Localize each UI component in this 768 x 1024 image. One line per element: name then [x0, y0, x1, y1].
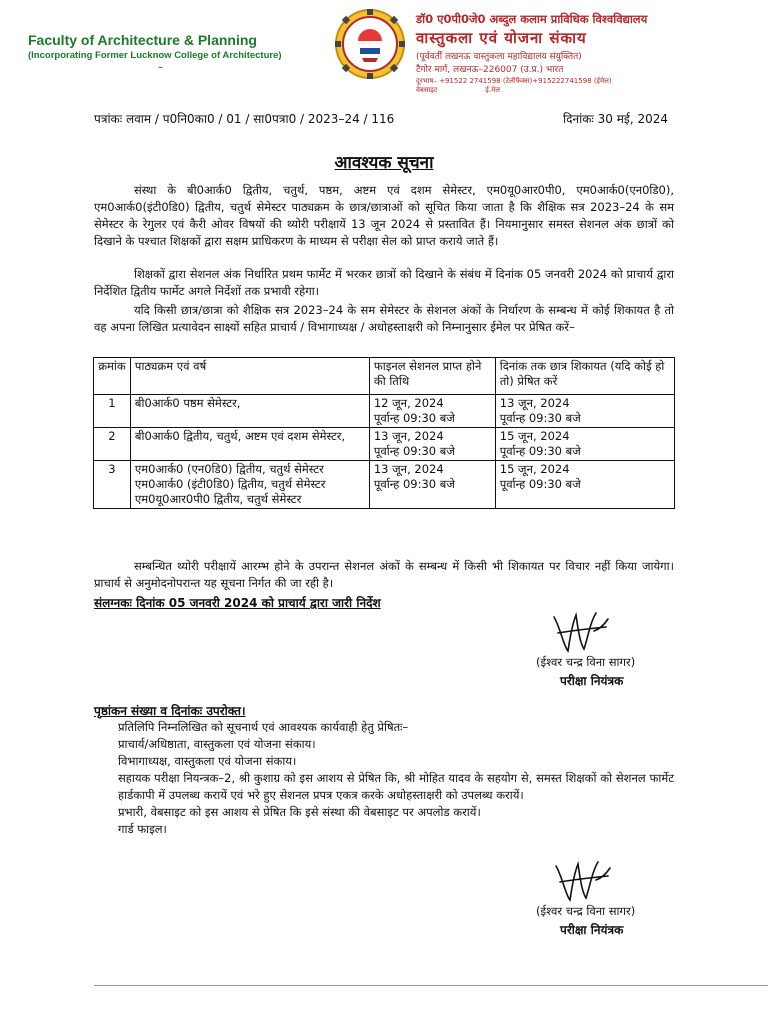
course-line: एम0आर्क0 (एन0डि0) द्वितीय, चतुर्थ सेमेस्टर — [134, 462, 324, 476]
row-complaint — [495, 395, 674, 428]
course-line: एम0आर्क0 (इंटी0डि0) द्वितीय, चतुर्थ सेमेस्टर — [134, 477, 326, 491]
notice-title: आवश्यक सूचना — [334, 153, 434, 173]
row-courses — [130, 428, 369, 461]
list-item: प्राचार्य/अधिष्ठाता, वास्तुकला एवं योजना संकाय। — [118, 737, 316, 751]
signature-icon — [552, 856, 612, 904]
final-date: 13 जून, 2024 — [373, 429, 444, 443]
signatory-name: (ईश्वर चन्द्र विना सागर) — [536, 655, 636, 669]
paragraph-2: शिक्षकों द्वारा सेशनल अंक निर्धारित प्रथम फार्मेट में भरकर छात्रों को दिखाने के संबंध में दिनांक 05 जनवरी 2024 को प्राचार्य द्वारा निर्देशित द्वितीय फार्मेट अगले निर्देशों तक प्रभावी रहेगा। — [94, 267, 674, 298]
signatory-designation: परीक्षा नियंत्रक — [560, 674, 624, 688]
paragraph-4: सम्बन्धित थ्योरी परीक्षायें आरम्भ होने के उपरान्त सेशनल अंकों के सम्बन्ध में किसी भी शिकायत पर विचार नहीं किया जायेगा। प्राचार्य से अनुमोदनोपरान्त यह सूचना निर्गत की जा रही है। — [94, 559, 674, 590]
complaint-time: पूर्वान्ह 09:30 बजे — [499, 477, 581, 491]
list-item: गार्ड फाइल। — [118, 822, 167, 836]
signatory-name: (ईश्वर चन्द्र विना सागर) — [536, 904, 636, 918]
letter-date: दिनांकः 30 मई, 2024 — [562, 112, 668, 126]
row-sno: 3 — [94, 461, 131, 509]
complaint-date: 15 जून, 2024 — [499, 429, 570, 443]
header-course: पाठ्यक्रम एवं वर्ष — [130, 358, 369, 395]
paragraph-1: संस्था के बी0आर्क0 द्वितीय, चतुर्थ, पष्ठम, अष्टम एवं दशम सेमेस्टर, एम0यू0आर0पी0, एम0आर्क0(एन0डि0), एम0आर्क0(इंटी0डि0) द्वितीय, चतुर्थ सेमेस्टर पाठ्यक्रम के छात्र/छात्राओं को सूचित किया जाता है कि शैक्षिक सत्र 2023–24 के सम सेमेस्टर के रेगुलर एवं कैरी ओवर विषयों की थ्योरी परीक्षायें 13 जून 2024 से प्रस्तावित हैं। नियमानुसार समस्त सेशनल अंक छात्रों को दिखाने के पश्चात शिक्षकों द्वारा सक्षम प्राधिकरण के माध्यम से परीक्षा सेल को प्राप्त कराये जाते हैं। — [94, 183, 674, 248]
list-item: सहायक परीक्षा नियन्त्रक–2, श्री कुशाग्र को इस आशय से प्रेषित कि, श्री मोहित यादव के सहयोग से, समस्त शिक्षकों को सेशनल फार्मेट हार्डकापी में उपलब्ध करायें एवं भरे हुए सेशनल प्रपत्र एकत्र करके अधोहस्ताक्षरी को उपलब्ध करायें। — [118, 771, 674, 802]
row-final — [369, 428, 495, 461]
header-complaint-date: दिनांक तक छात्र शिकायत (यदि कोई हो तो) प्रेषित करें — [495, 358, 674, 395]
final-time: पूर्वान्ह 09:30 बजे — [373, 477, 455, 491]
header-english — [28, 32, 328, 73]
header-hindi — [416, 12, 756, 95]
endorsement-intro: प्रतिलिपि निम्नलिखित को सूचनार्थ एवं आवश्यक कार्यवाही हेतु प्रेषितः– — [118, 720, 409, 734]
web-email-row — [416, 86, 756, 95]
table-row — [94, 428, 675, 461]
header-dash: – — [158, 62, 163, 73]
endorsement-heading: पृष्ठांकन संख्या व दिनांकः उपरोक्त। — [94, 704, 246, 718]
signature-icon — [550, 607, 610, 655]
row-final — [369, 395, 495, 428]
row-final — [369, 461, 495, 509]
letter-number: पत्रांकः लवाम / प0नि0का0 / 01 / सा0पत्रा0 / 2023–24 / 116 — [94, 112, 395, 126]
faculty-name-en: Faculty of Architecture & Planning — [28, 32, 257, 48]
university-name-hi: डॉ0 ए0पी0जे0 अब्दुल कलाम प्राविधिक विश्वविद्यालय — [416, 12, 648, 26]
table-header-row — [94, 358, 675, 395]
faculty-subtitle-en: (Incorporating Former Lucknow College of Architecture) — [28, 50, 282, 61]
header-final-date: फाइनल सेशनल प्राप्त होने की तिथि — [369, 358, 495, 395]
table-row — [94, 461, 675, 509]
faculty-name-hi: वास्तुकला एवं योजना संकाय — [416, 29, 587, 47]
final-time: पूर्वान्ह 09:30 बजे — [373, 444, 455, 458]
course-line: बी0आर्क0 द्वितीय, चतुर्थ, अष्टम एवं दशम सेमेस्टर, — [134, 429, 346, 443]
final-date: 12 जून, 2024 — [373, 396, 444, 410]
course-line: एम0यू0आर0पी0 द्वितीय, चतुर्थ सेमेस्टर — [134, 492, 302, 506]
paragraph-3: यदि किसी छात्र/छात्रा को शैक्षिक सत्र 2023–24 के सम सेमेस्टर के सेशनल अंकों के निर्धारण के सम्बन्ध में कोई शिकायत है तो वह अपना लिखित प्रत्यावेदन साक्ष्यों सहित प्राचार्य / विभागाध्यक्ष / अधोहस्ताक्षरी को निम्नानुसार ईमेल पर प्रेषित करें– — [94, 303, 674, 334]
table-row — [94, 395, 675, 428]
row-sno: 2 — [94, 428, 131, 461]
footer-divider — [94, 985, 768, 986]
final-date: 13 जून, 2024 — [373, 462, 444, 476]
endorsement-list — [118, 736, 674, 838]
complaint-time: पूर्वान्ह 09:30 बजे — [499, 444, 581, 458]
row-complaint — [495, 461, 674, 509]
university-seal-icon — [334, 8, 406, 80]
email-label: ई.मेल — [485, 86, 501, 94]
row-complaint — [495, 428, 674, 461]
header-sno: क्रमांक — [94, 358, 131, 395]
row-sno: 1 — [94, 395, 131, 428]
enclosure-note: संलग्नकः दिनांक 05 जनवरी 2024 को प्राचार्य द्वारा जारी निर्देश — [94, 596, 381, 610]
signatory-designation: परीक्षा नियंत्रक — [560, 923, 624, 937]
address-hi: टैगोर मार्ग, लखनऊ–226007 (उ.प्र.) भारत — [416, 65, 564, 75]
row-courses — [130, 461, 369, 509]
course-line: बी0आर्क0 पष्ठम सेमेस्टर, — [134, 396, 241, 410]
list-item: विभागाध्यक्ष, वास्तुकला एवं योजना संकाय। — [118, 754, 297, 768]
final-time: पूर्वान्ह 09:30 बजे — [373, 411, 455, 425]
complaint-time: पूर्वान्ह 09:30 बजे — [499, 411, 581, 425]
list-item: प्रभारी, वेबसाइट को इस आशय से प्रेषित कि इसे संस्था की वेबसाइट पर अपलोड करायें। — [118, 805, 481, 819]
schedule-table — [93, 357, 675, 509]
phone-hi: दूरभाष– +91522 2741598 (टेलीफैक्स)+915222741598 (ईमेल) — [416, 77, 612, 85]
complaint-date: 15 जून, 2024 — [499, 462, 570, 476]
complaint-date: 13 जून, 2024 — [499, 396, 570, 410]
website-label: वेबसाइट — [416, 86, 438, 94]
row-courses — [130, 395, 369, 428]
faculty-subtitle-hi: (पूर्ववर्ती लखनऊ वास्तुकला महाविद्यालय संयुक्तित) — [416, 52, 582, 62]
